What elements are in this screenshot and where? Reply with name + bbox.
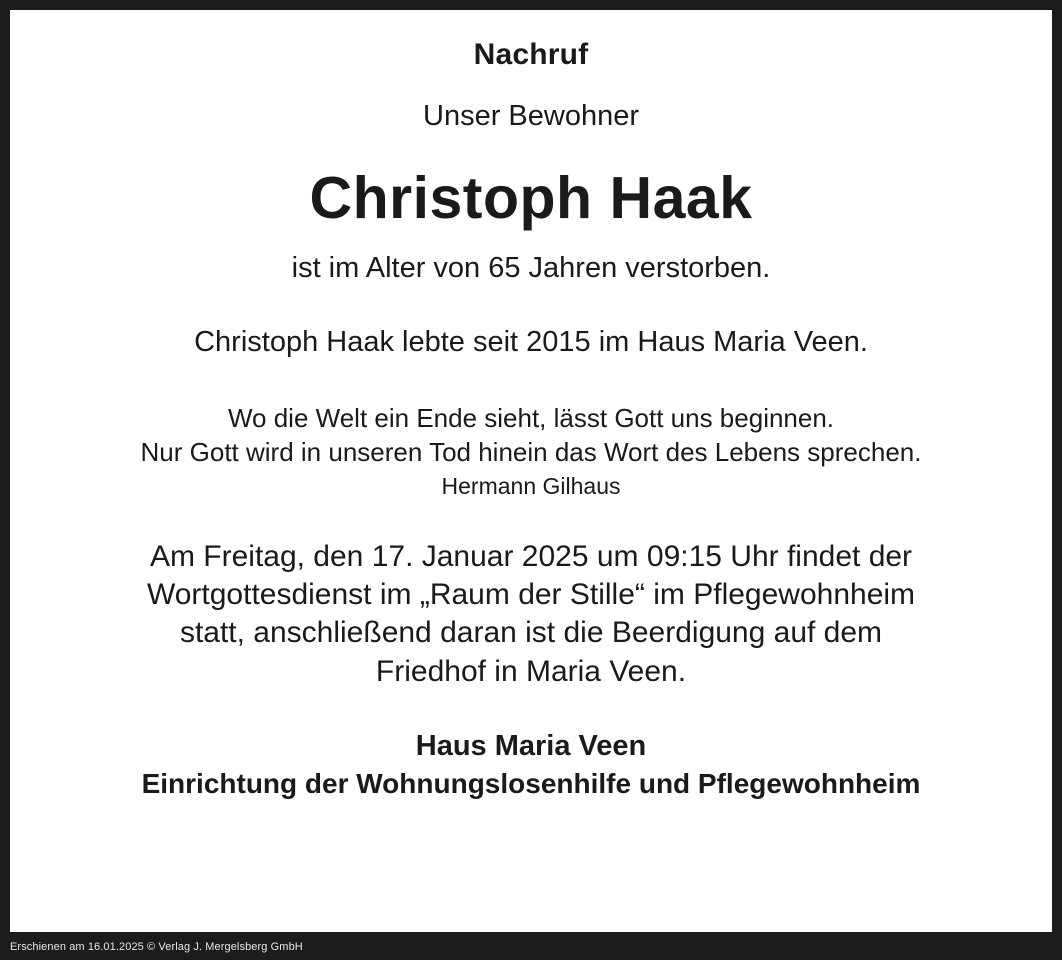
obituary-heading: Nachruf	[473, 38, 589, 71]
organization-subtitle: Einrichtung der Wohnungslosenhilfe und Pflegewohnheim	[141, 767, 921, 799]
deceased-name: Christoph Haak	[309, 164, 753, 231]
verse-author: Hermann Gilhaus	[441, 473, 621, 500]
residence-line: Christoph Haak lebte seit 2015 im Haus Maria Veen.	[194, 325, 868, 358]
organization-block	[40, 727, 1022, 802]
obituary-card	[10, 10, 1052, 932]
verse-line-1: Wo die Welt ein Ende sieht, lässt Gott uns beginnen.	[227, 402, 835, 433]
service-line-4: Friedhof in Maria Veen.	[375, 654, 687, 688]
verse-block	[40, 401, 1022, 502]
service-line-3: statt, anschließend daran ist die Beerdigung auf dem	[179, 616, 883, 650]
verse-line-2: Nur Gott wird in unseren Tod hinein das Wort des Lebens sprechen.	[140, 437, 922, 468]
age-line: ist im Alter von 65 Jahren verstorben.	[291, 252, 771, 285]
publication-note: Erschienen am 16.01.2025 © Verlag J. Mergelsberg GmbH	[10, 941, 303, 953]
service-line-1: Am Freitag, den 17. Januar 2025 um 09:15 Uhr findet der	[149, 539, 913, 573]
obituary-intro: Unser Bewohner	[423, 100, 639, 133]
service-line-2: Wortgottesdienst im „Raum der Stille“ im Pflegewohnheim	[146, 578, 916, 612]
organization-name: Haus Maria Veen	[415, 730, 647, 763]
service-info	[40, 538, 1022, 692]
